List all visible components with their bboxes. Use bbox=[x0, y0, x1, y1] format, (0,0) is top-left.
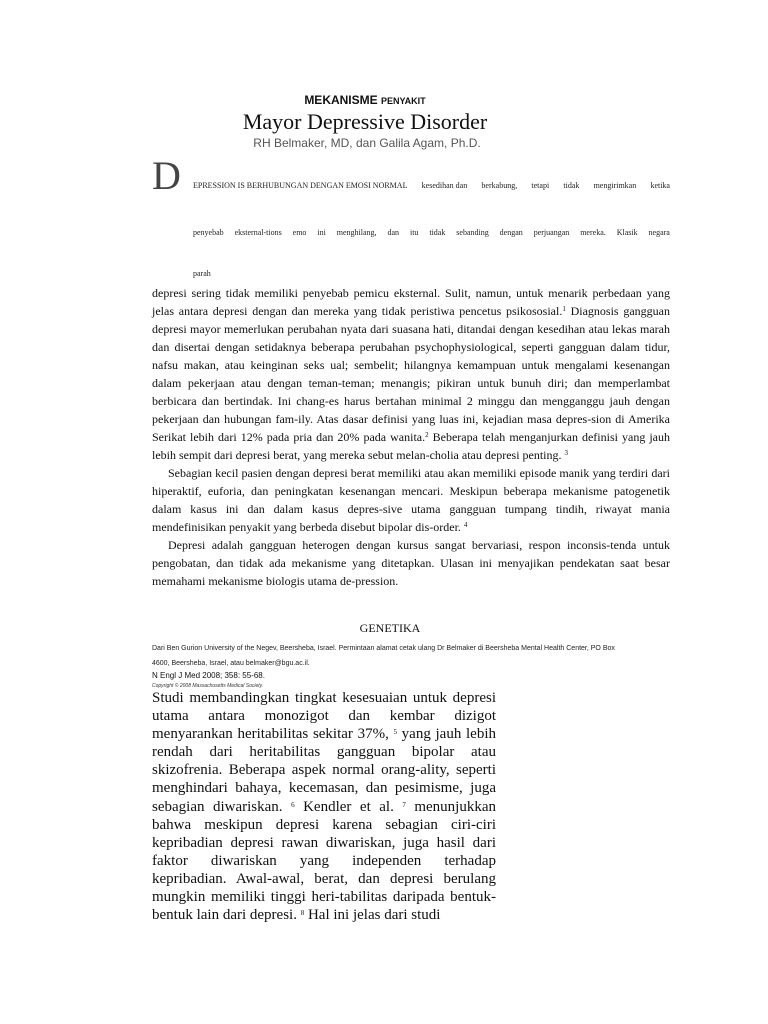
section-label-main: MEKANISME bbox=[304, 93, 378, 107]
paragraph-text: yang jauh lebih rendah dari heritabilitas gangguan bipolar atau skizofrenia. Beberapa aspek normal orang-ality, seperti menghindari bahaya, kecemasan, dan pesimisme, juga sebagian diwariskan. bbox=[152, 726, 496, 815]
lead-word: ketika bbox=[650, 181, 670, 190]
reference-5: 5 bbox=[393, 728, 398, 737]
paragraph-1 bbox=[152, 284, 670, 464]
lead-line-1 bbox=[193, 181, 670, 190]
reference-1: 1 bbox=[562, 305, 566, 313]
paragraph-text: Studi membandingkan tingkat kesesuaian untuk depresi utama antara monozigot dan kembar dizigot menyarankan heritabilitas sekitar 37%, bbox=[152, 690, 496, 743]
reference-4: 4 bbox=[463, 521, 468, 529]
column-paragraph bbox=[152, 689, 496, 924]
paragraph-text: Hal ini jelas dari studi bbox=[304, 907, 441, 924]
column-text bbox=[152, 689, 496, 924]
lead-word: ini bbox=[317, 228, 326, 237]
copyright-notice: Copyright © 2008 Massachusetts Medical Society. bbox=[152, 683, 264, 689]
reference-3: 3 bbox=[564, 449, 569, 457]
section-heading: GENETIKA bbox=[359, 621, 421, 635]
lead-word: negara bbox=[648, 228, 670, 237]
paragraph-2 bbox=[152, 464, 670, 536]
lead-word: itu bbox=[409, 228, 419, 237]
reference-8: 8 bbox=[300, 909, 305, 918]
lead-word: dengan bbox=[499, 228, 523, 237]
section-label-sub: PENYAKIT bbox=[381, 96, 426, 106]
lead-word: EPRESSION IS BERHUBUNGAN DENGAN EMOSI NORMAL bbox=[193, 181, 408, 190]
reference-2: 2 bbox=[425, 431, 429, 439]
lead-line-2 bbox=[193, 228, 670, 237]
lead-word: perjuangan bbox=[533, 228, 570, 237]
reference-6: 6 bbox=[291, 800, 295, 809]
lead-word: Klasik bbox=[616, 228, 638, 237]
paragraph-text: depresi sering tidak memiliki penyebab pemicu eksternal. Sulit, namun, untuk menarik perbedaan yang jelas antara depresi dengan dan mereka yang tidak peristiwa pencetus psikososial. bbox=[152, 286, 670, 318]
lead-word: tetapi bbox=[531, 181, 550, 190]
lead-word: dan bbox=[387, 228, 400, 237]
lead-word: emo bbox=[292, 228, 307, 237]
lead-word: kesedihan dan bbox=[421, 181, 468, 190]
paragraph-text: Kendler et al. bbox=[294, 798, 394, 815]
affiliation-line-2: 4600, Beersheba, Israel, atau belmaker@bgu.ac.il. bbox=[152, 660, 310, 667]
lead-line-3: parah bbox=[193, 269, 211, 278]
lead-word: eksternal-tions bbox=[234, 228, 282, 237]
paragraph-3: Depresi adalah gangguan heterogen dengan kursus sangat bervariasi, respon inconsis-tenda untuk pengobatan, dan tidak ada mekanisme yang ditetapkan. Ulasan ini menyajikan pendekatan saat besar memahami mekanisme biologis utama de-pression. bbox=[152, 538, 670, 588]
section-label bbox=[0, 93, 730, 107]
lead-word: berkabung, bbox=[481, 181, 518, 190]
paragraph-text: Diagnosis gangguan depresi mayor memerlukan perubahan nyata dari suasana hati, ditandai dengan kesedihan atau lekas marah dan disertai dengan setidaknya beberapa perubahan psychophysiological, seperti gangguan dalam tidur, nafsu makan, atau keinginan seks ual; sembelit; hilangnya kemampuan untuk mengalami kesenangan dalam pekerjaan atau dengan teman-teman; menangis; pikiran untuk bunuh diri; dan memperlambat berbicara dan bertindak. Ini chang-es harus bertahan minimal 2 minggu dan mengganggu jauh dengan pekerjaan dan hubungan fam-ily. Atas dasar definisi yang luas ini, kejadian masa depres-sion di Amerika Serikat lebih dari 12% pada pria dan 20% pada wanita. bbox=[152, 304, 670, 444]
lead-word: menghilang, bbox=[336, 228, 377, 237]
drop-cap: D bbox=[152, 153, 181, 198]
lead-word: sebanding bbox=[456, 228, 489, 237]
lead-word: mengirimkan bbox=[593, 181, 637, 190]
lead-word: mereka. bbox=[580, 228, 606, 237]
reference-7: 7 bbox=[402, 800, 406, 809]
paragraph-text: Beberapa telah menganjurkan definisi yang jauh lebih sempit dari depresi berat, yang mereka sebut melan-cholia atau depresi penting. bbox=[152, 430, 671, 462]
lead-word: tidak bbox=[563, 181, 580, 190]
article-title: Mayor Depressive Disorder bbox=[242, 109, 488, 134]
paragraph-text: Sebagian kecil pasien dengan depresi berat memiliki atau akan memiliki episode manik yang terdiri dari hiperaktif, euforia, dan peningkatan kesenangan mencari. Meskipun beberapa mekanisme patogenetik dalam kasus ini dan dalam kasus depres-sive utama gangguan tumpang tindih, riwayat mania mendefinisikan penyakit yang berbeda disebut bipolar dis-order. bbox=[152, 466, 670, 534]
authors: RH Belmaker, MD, dan Galila Agam, Ph.D. bbox=[253, 136, 481, 150]
article-body bbox=[152, 284, 670, 590]
affiliation-line-1: Dari Ben Gurion University of the Negev, Beersheba, Israel. Permintaan alamat cetak ulang Dr Belmaker di Beersheba Mental Health Center, PO Box bbox=[152, 645, 615, 652]
journal-citation: N Engl J Med 2008; 358: 55-68. bbox=[152, 671, 265, 680]
paragraph-text: menunjukkan bahwa meskipun depresi karena sebagian ciri-ciri kepribadian depresi rawan diwariskan, juga hasil dari faktor diwariskan yang independen terhadap kepribadian. Awal-awal, berat, dan depresi berulang mungkin memiliki tinggi heri-tabilitas daripada bentuk-bentuk lain dari depresi. bbox=[152, 798, 497, 924]
lead-word: tidak bbox=[429, 228, 446, 237]
lead-word: penyebab bbox=[193, 228, 224, 237]
